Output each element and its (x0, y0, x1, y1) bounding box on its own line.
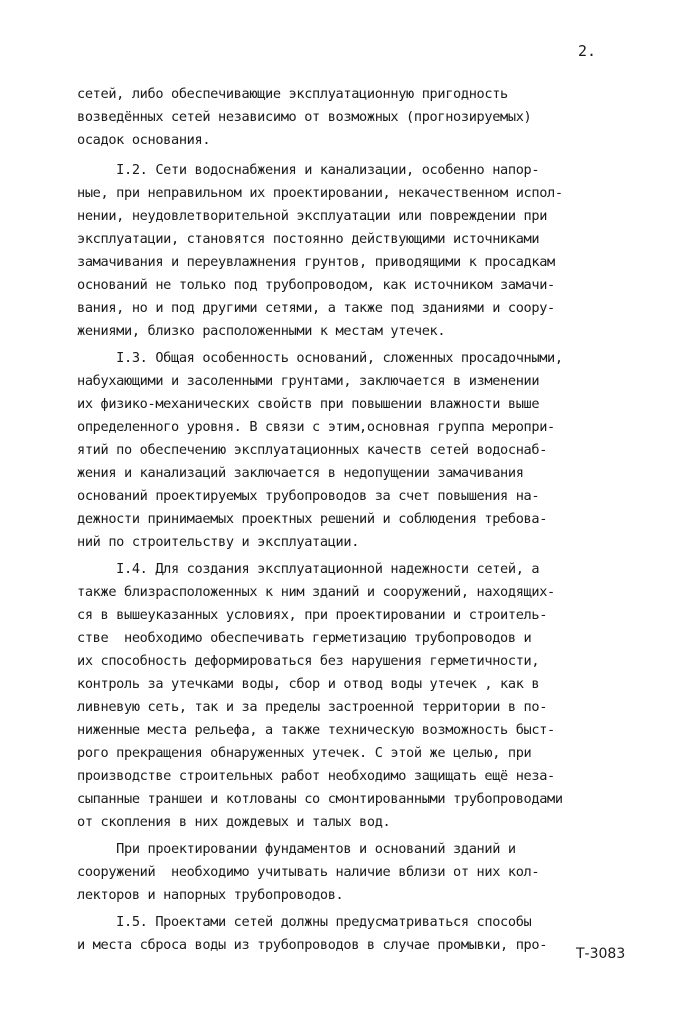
text-line: ниженные места рельефа, а также техническую возможность быст- (77, 722, 555, 738)
text-line: осадок основания. (77, 132, 211, 148)
text-line: замачивания и переувлажнения грунтов, приводящими к просадкам (77, 254, 555, 270)
text-line: от скопления в них дождевых и талых вод. (77, 814, 391, 830)
text-line: дежности принимаемых проектных решений и соблюдения требова- (77, 511, 548, 527)
text-line: стве необходимо обеспечивать герметизацию трубопроводов и (77, 630, 532, 646)
text-line: I.5. Проектами сетей должны предусматриваться способы (77, 914, 532, 930)
text-line: нении, неудовлетворительной эксплуатации или повреждении при (77, 208, 548, 224)
text-line: I.2. Сети водоснабжения и канализации, особенно напор- (77, 162, 540, 178)
text-line: сетей, либо обеспечивающие эксплуатационную пригодность (77, 86, 508, 102)
text-line: ся в вышеуказанных условиях, при проектировании и строитель- (77, 607, 548, 623)
text-line: сыпанные траншеи и котлованы со смонтированными трубопроводами (77, 791, 563, 807)
text-line: и места сброса воды из трубопроводов в случае промывки, про- (77, 937, 548, 953)
text-line: производстве строительных работ необходимо защищать ещё неза- (77, 768, 555, 784)
text-line: рого прекращения обнаруженных утечек. С этой же целью, при (77, 745, 532, 761)
text-line: возведённых сетей независимо от возможных (прогнозируемых) (77, 109, 532, 125)
text-line: контроль за утечками воды, сбор и отвод воды утечек , как в (77, 676, 540, 692)
text-line: набухающими и засоленными грунтами, заключается в изменении (77, 373, 540, 389)
text-line: ний по строительству и эксплуатации. (77, 534, 360, 550)
text-line: также близрасположенных к ним зданий и сооружений, находящих- (77, 584, 555, 600)
text-line: эксплуатации, становятся постоянно действующими источниками (77, 231, 540, 247)
text-line: оснований проектируемых трубопроводов за счет повышения на- (77, 488, 540, 504)
text-line: жения и канализаций заключается в недопущении замачивания (77, 465, 524, 481)
text-line: ливневую сеть, так и за пределы застроенной территории в по- (77, 699, 548, 715)
text-line: ные, при неправильном их проектировании, некачественном испол- (77, 185, 563, 201)
text-line: лекторов и напорных трубопроводов. (77, 887, 344, 903)
text-line: сооружений необходимо учитывать наличие вблизи от них кол- (77, 864, 540, 880)
page-number: 2. (578, 42, 597, 60)
text-line: При проектировании фундаментов и оснований зданий и (77, 841, 516, 857)
document-code: Т-3083 (576, 946, 626, 962)
text-line: ятий по обеспечению эксплуатационных качеств сетей водоснаб- (77, 442, 548, 458)
text-line: определенного уровня. В связи с этим,основная группа меропри- (77, 419, 555, 435)
text-line: I.3. Общая особенность оснований, сложенных просадочными, (77, 350, 563, 366)
text-line: оснований не только под трубопроводом, как источником замачи- (77, 277, 555, 293)
text-line: их способность деформироваться без нарушения герметичности, (77, 653, 540, 669)
text-line: их физико-механических свойств при повышении влажности выше (77, 396, 540, 412)
text-line: I.4. Для создания эксплуатационной надежности сетей, а (77, 561, 540, 577)
text-line: вания, но и под другими сетями, а также под зданиями и соору- (77, 300, 555, 316)
text-line: жениями, близко расположенными к местам утечек. (77, 323, 446, 339)
